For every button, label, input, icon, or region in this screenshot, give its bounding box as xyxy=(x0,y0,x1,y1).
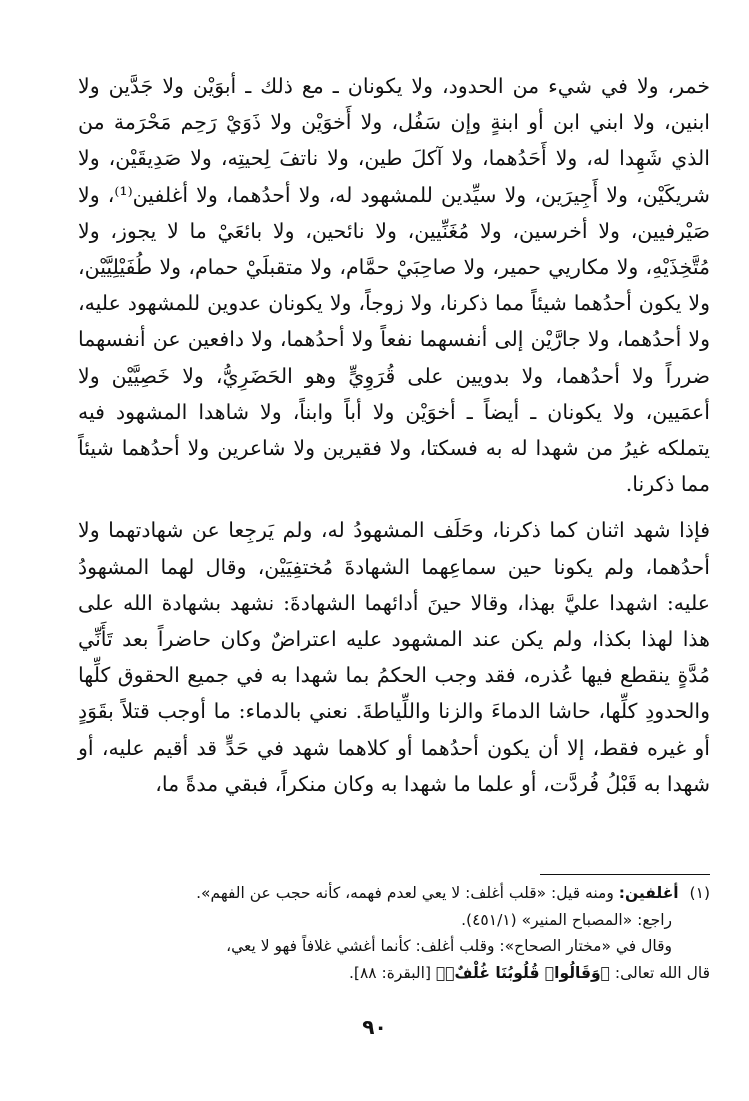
footnote-marker: (١) xyxy=(689,884,710,902)
footnote-definition: ومنه قيل: «قلب أغلف: لا يعي لعدم فهمه، كأنه حجب عن الفهم». xyxy=(196,884,614,902)
footnote-separator xyxy=(540,874,710,875)
body-paragraph-2: فإذا شهد اثنان كما ذكرنا، وحَلَف المشهودُ له، ولم يَرجِعا عن شهادتهما ولا أحدُهما، ولم يكونا حين سماعِهما الشهادةَ مُختفِيَيْن، وقال لهما المشهودُ عليه: اشهدا عليَّ بهذا، وقالا حينَ أدائهما الشهادةَ: نشهد بشهادة الله على هذا لهذا بكذا، ولم يكن عند المشهود عليه اعتراضٌ وكان حاضراً بعد تَأَنِّي مُدَّةٍ ينقطع فيها عُذره، فقد وجب الحكمُ بما شهدا به في جميع الحقوق كلِّها والحدودِ كلِّها، حاشا الدماءَ والزنا واللِّياطةَ. نعني بالدماء: ما أوجب قتلاً بقَوَدٍ أو غيره فقط، إلا أن يكون أحدُهما أو كلاهما شهد في حَدٍّ قد أقيم عليه، أو شهدا به قَبْلُ فُردَّت، أو علما ما شهدا به وكان منكراً، فبقي مدةً ما، xyxy=(78,518,710,796)
footnote xyxy=(78,880,710,986)
footnote-verse-intro: قال الله تعالى: xyxy=(614,963,710,982)
footnote-verse: ﴿وَقَالُوا۟ قُلُوبُنَا غُلْفٌۢ﴾ xyxy=(435,963,610,982)
footnote-line-4 xyxy=(78,960,710,987)
footnote-line-2: راجع: «المصباح المنير» (٤٥١/١). xyxy=(461,910,672,929)
footnote-term: أغلفين: xyxy=(618,884,679,902)
footnote-line-1 xyxy=(78,880,710,907)
page-number: ٩٠ xyxy=(362,1015,387,1039)
footnote-verse-reference: [البقرة: ٨٨]. xyxy=(348,963,432,982)
footnote-line-3: وقال في «مختار الصحاح»: وقلب أغلف: كأنما أغشي غلافاً فهو لا يعي، xyxy=(226,937,672,955)
body-paragraph-1: خمر، ولا في شيء من الحدود، ولا يكونان ـ مع ذلك ـ أبوَيْن ولا جَدَّين ولا ابنين، ولا ابني ابن أو ابنةٍ وإن سَفُل، ولا أَخوَيْن ولا ذَوَيْ رَحِم مَحْرَمة من الذي شَهِدا له، ولا أَحَدُهما، ولا آكلَ طين، ولا ناتفَ لِحيتِه، ولا صَدِيقَيْن، ولا شريكَيْن، ولا أَجِيرَين، ولا سيِّدين للمشهود له، ولا أحدُهما، ولا أغلفين⁽¹⁾، ولا صَيْرفيين، ولا أخرسين، ولا مُغَنِّيين، ولا نائحين، ولا بائعَيْ ما لا يجوز، ولا مُتَّخِذَيْهِ، ولا مكاريي حمير، ولا صاحِبَيْ حمَّام، ولا متقبلَيْ حمام، ولا طُفَيْلِيَّيْن، ولا يكون أحدُهما شيئاً مما ذكرنا، ولا زوجاً، ولا يكونان عدوين للمشهود عليه، ولا أحدُهما، ولا جارَّيْن إلى أنفسهما نفعاً ولا أحدُهما، ولا دافعين عن أنفسهما ضرراً ولا أحدُهما، ولا بدويين على قُرَوِيٍّ وهو الحَضَرِيُّ، ولا خَصِيَّيْن ولا أعمَيين، ولا يكونان ـ أيضاً ـ أخوَيْن ولا أباً وابناً، ولا شاهدا المشهود فيه يتملكه غيرُ من شهدا له به فسكتا، ولا فقيرين ولا شاعرين ولا أحدُهما شيئاً مما ذكرنا. xyxy=(78,74,710,497)
main-text xyxy=(78,68,710,802)
